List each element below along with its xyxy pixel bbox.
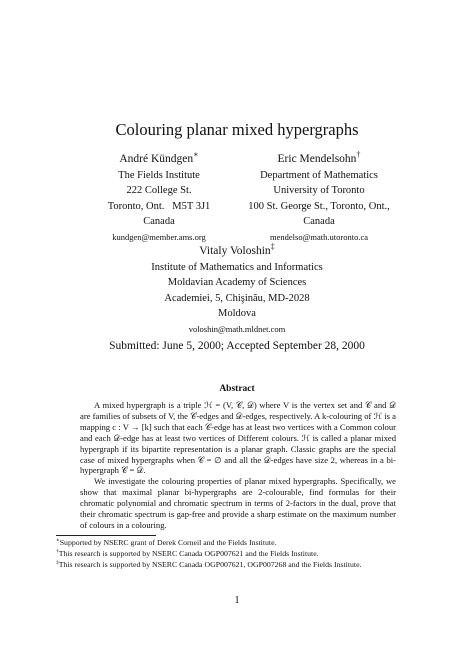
footnote: ‡This research is supported by NSERC Canada OGP007621, OGP007268 and the Fields Institute. <box>56 559 362 569</box>
author-email: voloshin@math.mldnet.com <box>188 323 286 334</box>
affiliation-line: Moldavian Academy of Sciences <box>167 277 307 288</box>
author-name: Vitaly Voloshin‡ <box>199 242 275 257</box>
footnote-mark: ∗ <box>56 537 60 544</box>
abstract-heading: Abstract <box>219 384 255 394</box>
page-number: 1 <box>234 595 240 606</box>
affiliation-line: Department of Mathematics <box>260 169 378 181</box>
affiliation-line: Moldova <box>218 308 256 319</box>
author-name: Eric Mendelsohn† <box>277 150 361 165</box>
submission-dates: Submitted: June 5, 2000; Accepted September 28, 2000 <box>109 340 365 352</box>
affiliation-line: Toronto, Ont. M5T 3J1 <box>107 200 211 212</box>
abstract-paragraph: We investigate the colouring properties of planar mixed hypergraphs. Specifically, we show that maximal planar bi-hypergraphs are 2-colourable, find formulas for their chromatic polynomial and chromatic spectrum in terms of 2-factors in the dual, prove that their chromatic spectrum is gap-free and provide a sharp estimate on the maximum number of colours in a colouring. <box>80 476 396 530</box>
affiliation-line: 100 St. George St., Toronto, Ont., <box>248 200 390 212</box>
abstract-paragraph: A mixed hypergraph is a triple ℋ = (V, 𝒞, 𝒟) where V is the vertex set and 𝒞 and 𝒟 are families of subsets of V, the 𝒞-edges and 𝒟-edges, respectively. A k-colouring of ℋ is a mapping c : V → [k] such that each 𝒞-edge has at least two vertices with a Common colour and each 𝒟-edge has at least two vertices of Different colours. ℋ is called a planar mixed hypergraph if its bipartite representation is a planar graph. Classic graphs are the special case of mixed hypergraphs when 𝒞 = ∅ and all the 𝒟-edges have size 2, whereas in a bi-hypergraph 𝒞 = 𝒟. <box>80 400 396 476</box>
author-block-voloshin <box>117 244 357 337</box>
affiliation-line: Institute of Mathematics and Informatics <box>151 261 323 273</box>
author-block-mendelsohn <box>224 152 414 245</box>
affiliation-line: Canada <box>303 216 335 227</box>
affiliation-line: 222 College St. <box>126 185 192 196</box>
footnote: ∗Supported by NSERC grant of Derek Corneil and the Fields Institute. <box>56 537 277 547</box>
author-block-kundgen <box>84 152 234 245</box>
footnote-rule <box>56 535 156 536</box>
affiliation-line: University of Toronto <box>273 185 365 196</box>
footnote-mark: † <box>356 150 361 160</box>
author-email: kundgen@member.ams.org <box>112 231 206 242</box>
footnote-mark: † <box>56 548 59 555</box>
paper-title: Colouring planar mixed hypergraphs <box>115 120 359 139</box>
author-email: mendelso@math.utoronto.ca <box>270 231 368 242</box>
abstract-body <box>80 400 396 531</box>
footnote-mark: ‡ <box>270 242 275 252</box>
author-name: André Kündgen∗ <box>119 150 199 165</box>
footnote-mark: ‡ <box>56 559 59 565</box>
affiliation-line: Canada <box>143 216 175 227</box>
footnote-mark: ∗ <box>193 150 199 160</box>
affiliation-line: The Fields Institute <box>118 169 200 181</box>
affiliation-line: Academiei, 5, Chişinău, MD-2028 <box>164 292 310 304</box>
footnote: †This research is supported by NSERC Canada OGP007621 and the Fields Institute. <box>56 548 319 558</box>
footnotes <box>56 538 436 570</box>
